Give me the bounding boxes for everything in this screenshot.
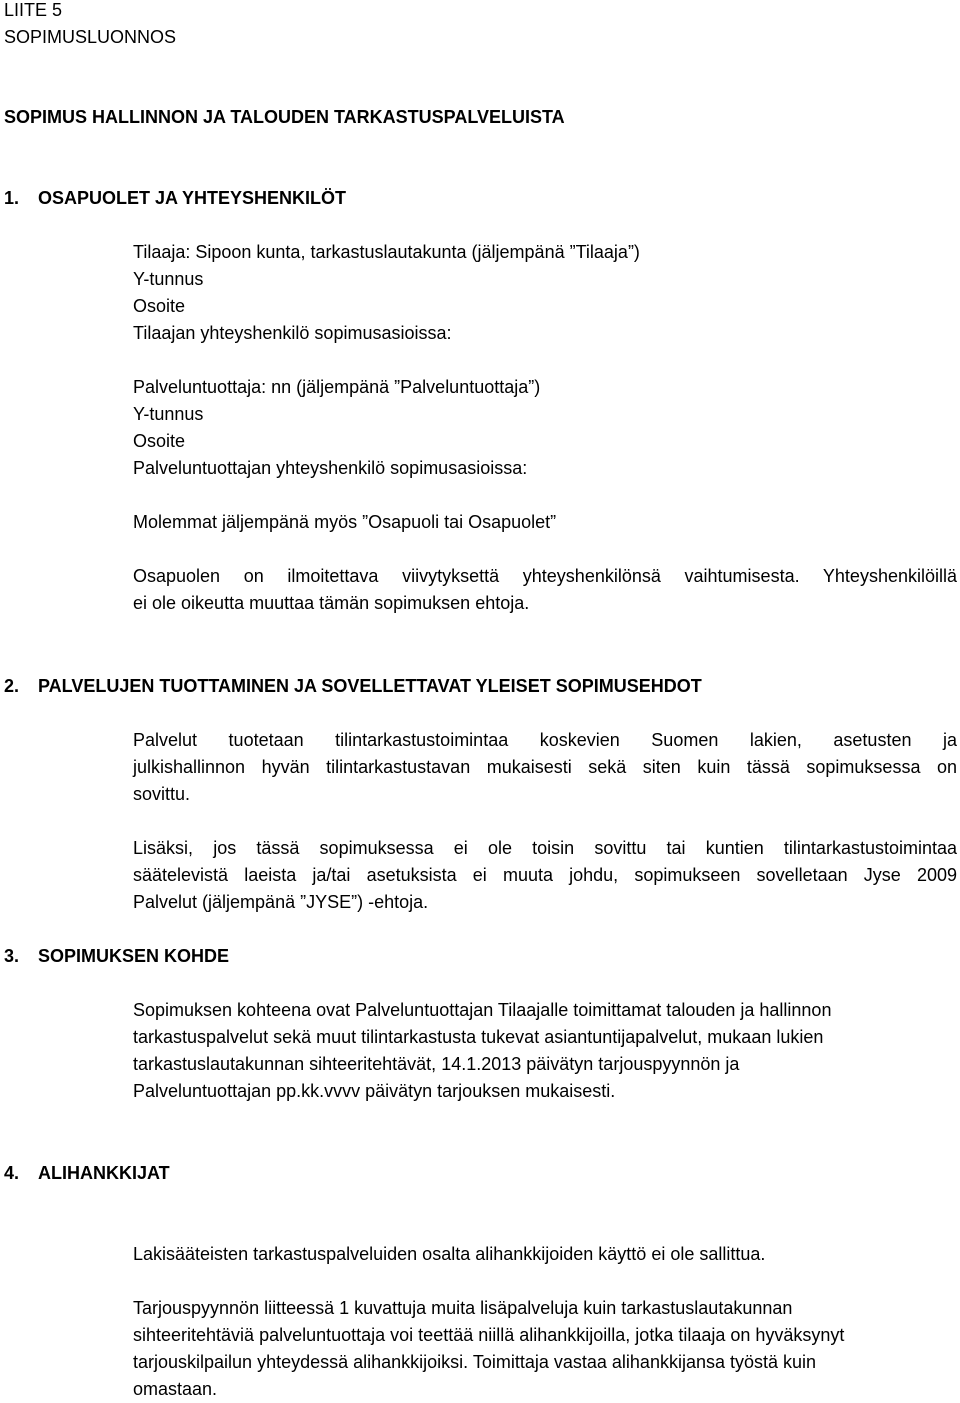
party-line: Y-tunnus (133, 269, 204, 289)
section-2-paragraph-line: Palvelut (jäljempänä ”JYSE”) -ehtoja. (133, 892, 429, 912)
section-1-number: 1. (4, 188, 20, 208)
section-2-heading (4, 673, 702, 700)
section-1-paragraph-line: ei ole oikeutta muuttaa tämän sopimuksen ehtoja. (133, 593, 530, 613)
section-3-number: 3. (4, 946, 20, 966)
section-4-heading (4, 1160, 170, 1187)
section-3-paragraph-line: Palveluntuottajan pp.kk.vvvv päivätyn tarjouksen mukaisesti. (133, 1081, 616, 1101)
section-4-number: 4. (4, 1163, 20, 1183)
document-title: SOPIMUS HALLINNON JA TALOUDEN TARKASTUSPALVELUISTA (4, 107, 565, 127)
section-4-paragraph-line: sihteeritehtäviä palveluntuottaja voi teettää niillä alihankkijoilla, jotka tilaaja on hyväksynyt (133, 1325, 845, 1345)
section-2-paragraph-line: julkishallinnon hyvän tilintarkastustavan mukaisesti sekä siten kuin tässä sopimuksessa on (133, 757, 957, 777)
section-1-heading (4, 185, 346, 212)
party-line: Molemmat jäljempänä myös ”Osapuoli tai Osapuolet” (133, 512, 557, 532)
section-4-title: ALIHANKKIJAT (38, 1163, 170, 1183)
section-4-paragraph-line: Lakisääteisten tarkastuspalveluiden osalta alihankkijoiden käyttö ei ole sallittua. (133, 1244, 766, 1264)
party-line: Tilaajan yhteyshenkilö sopimusasioissa: (133, 323, 452, 343)
section-2-paragraph-line: Palvelut tuotetaan tilintarkastustoimintaa koskevien Suomen lakien, asetusten ja (133, 730, 957, 750)
document-type: SOPIMUSLUONNOS (4, 27, 177, 47)
section-3-title: SOPIMUKSEN KOHDE (38, 946, 230, 966)
party-line: Tilaaja: Sipoon kunta, tarkastuslautakunta (jäljempänä ”Tilaaja”) (133, 242, 640, 262)
section-2-number: 2. (4, 676, 20, 696)
party-line: Osoite (133, 296, 186, 316)
section-4-paragraph-line: tarjouskilpailun yhteydessä alihankkijoiksi. Toimittaja vastaa alihankkijansa työstä kuin (133, 1352, 817, 1372)
section-4-paragraph-line: Tarjouspyynnön liitteessä 1 kuvattuja muita lisäpalveluja kuin tarkastuslautakunnan (133, 1298, 793, 1318)
section-3-paragraph-line: Sopimuksen kohteena ovat Palveluntuottajan Tilaajalle toimittamat talouden ja hallinnon (133, 1000, 832, 1020)
appendix-label: LIITE 5 (4, 0, 63, 20)
section-3-paragraph-line: tarkastuslautakunnan sihteeritehtävät, 14.1.2013 päivätyn tarjouspyynnön ja (133, 1054, 740, 1074)
section-2-paragraph-line: sovittu. (133, 784, 191, 804)
section-1-title: OSAPUOLET JA YHTEYSHENKILÖT (38, 188, 347, 208)
section-2-paragraph-line: Lisäksi, jos tässä sopimuksessa ei ole toisin sovittu tai kuntien tilintarkastustoimintaa (133, 838, 957, 858)
party-line: Osoite (133, 431, 186, 451)
party-line: Y-tunnus (133, 404, 204, 424)
section-1-paragraph-line: Osapuolen on ilmoitettava viivytyksettä yhteyshenkilönsä vaihtumisesta. Yhteyshenkilöillä (133, 566, 957, 586)
section-2-title: PALVELUJEN TUOTTAMINEN JA SOVELLETTAVAT YLEISET SOPIMUSEHDOT (38, 676, 702, 696)
section-3-paragraph-line: tarkastuspalvelut sekä muut tilintarkastusta tukevat asiantuntijapalvelut, mukaan lukien (133, 1027, 824, 1047)
section-3-heading (4, 943, 229, 970)
party-line: Palveluntuottajan yhteyshenkilö sopimusasioissa: (133, 458, 528, 478)
section-4-paragraph-line: omastaan. (133, 1379, 218, 1399)
section-2-paragraph-line: säätelevistä laeista ja/tai asetuksista ei muuta johdu, sopimukseen sovelletaan Jyse 2009 (133, 865, 957, 885)
party-line: Palveluntuottaja: nn (jäljempänä ”Palveluntuottaja”) (133, 377, 541, 397)
